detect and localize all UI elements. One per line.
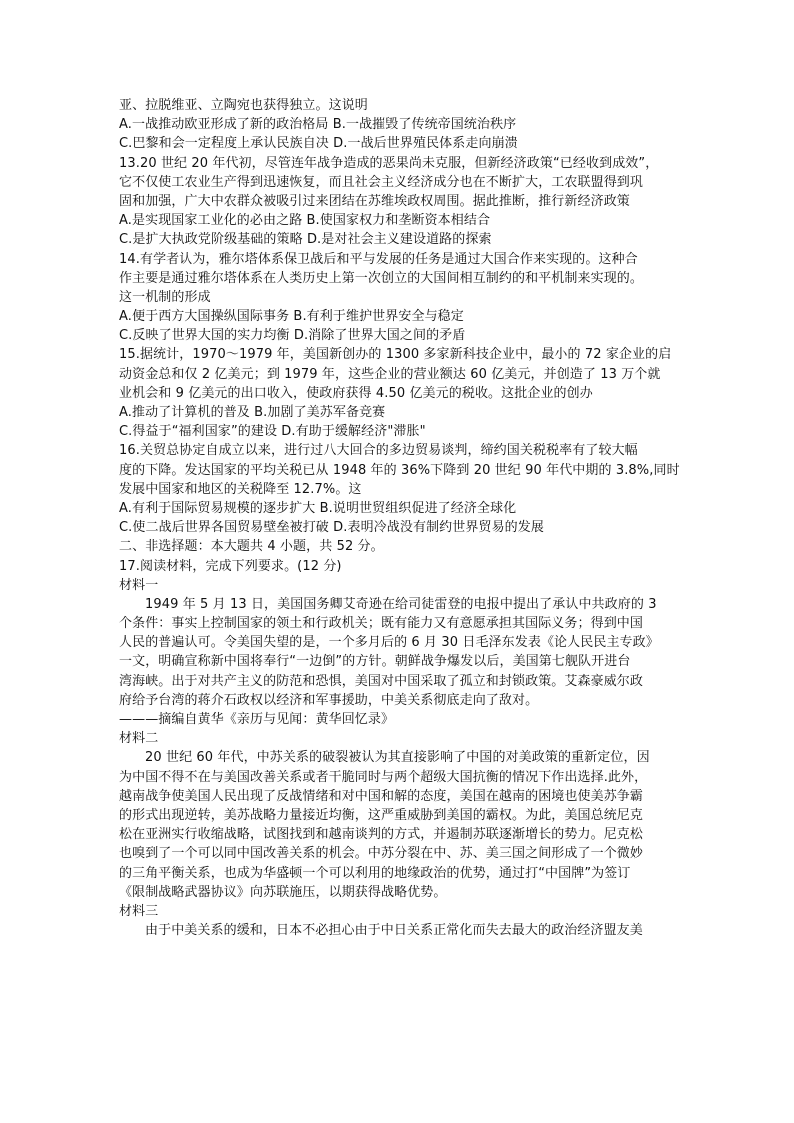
text-line: 业机会和 9 亿美元的出口收入，使政府获得 4.50 亿美元的税收。这批企业的创办 (119, 385, 593, 401)
question-17: 17.阅读材料，完成下列要求。(12 分) (119, 558, 342, 574)
material-paragraph-line: 由于中美关系的缓和，日本不必担心由于中日关系正常化而失去最大的政治经济盟友美 (145, 923, 643, 939)
text-line: 亚、拉脱维亚、立陶宛也获得独立。这说明 (119, 98, 368, 113)
section-heading: 二、非选择题：本大题共 4 小题，共 52 分。 (119, 539, 384, 555)
answer-option-line: A.有利于国际贸易规模的逐步扩大 B.说明世贸组织促进了经济全球化 (119, 500, 517, 516)
document-body (119, 96, 689, 940)
text-line: 度的下降。发达国家的平均关税已从 1948 年的 36%下降到 20 世纪 90 年代中期的 3.8%,同时 (119, 462, 680, 478)
question-15: 15.据统计，1970～1979 年，美国新创办的 1300 多家新科技企业中，最小的 72 家企业的启 (119, 347, 672, 363)
source-citation: ———摘编自黄华《亲历与见闻：黄华回忆录》 (119, 712, 395, 727)
text-line: 动资金总和仅 2 亿美元；到 1979 年，这些企业的营业额达 60 亿美元，并创造了 13 万个就 (119, 366, 661, 382)
text-line: 府给予台湾的蒋介石政权以经济和军事援助，中美关系彻底走向了敌对。 (119, 692, 539, 708)
text-line: 的形式出现逆转，美苏战略力量接近均衡，这严重威胁到美国的霸权。为此，美国总统尼克 (119, 807, 644, 823)
answer-option-line: C.是扩大执政党阶级基础的策略 D.是对社会主义建设道路的探索 (119, 232, 492, 248)
text-line: 松在亚洲实行收缩战略，试图找到和越南谈判的方式，并遏制苏联逐渐增长的势力。尼克松 (119, 827, 644, 843)
answer-option-line: A.是实现国家工业化的必由之路 B.使国家权力和垄断资本相结合 (119, 213, 491, 229)
material-label: 材料二 (119, 731, 159, 747)
answer-option-line: A.便于西方大国操纵国际事务 B.有利于维护世界安全与稳定 (119, 309, 464, 325)
answer-option-line: C.反映了世界大国的实力均衡 D.消除了世界大国之间的矛盾 (119, 328, 466, 344)
answer-option-line: C.使二战后世界各国贸易壁垒被打破 D.表明冷战没有制约世界贸易的发展 (119, 520, 544, 536)
text-line: 《限制战略武器协议》向苏联施压，以期获得战略优势。 (119, 884, 447, 900)
text-line: 的三角平衡关系，也成为华盛顿一个可以利用的地缘政治的优势，通过打“中国牌”为签订 (119, 865, 631, 881)
material-label: 材料一 (119, 577, 159, 593)
text-line: 它不仅使工农业生产得到迅速恢复，而且社会主义经济成分也在不断扩大，工农联盟得到巩 (119, 174, 644, 190)
text-line: 发展中国家和地区的关税降至 12.7%。这 (119, 481, 362, 497)
text-line: 湾海峡。出于对共产主义的防范和恐惧，美国对中国采取了孤立和封锁政策。艾森豪威尔政 (119, 673, 644, 689)
material-paragraph-line: 20 世纪 60 年代，中苏关系的破裂被认为其直接影响了中国的对美政策的重新定位，因 (145, 750, 650, 766)
text-line: 人民的普遍认可。令美国失望的是，一个多月后的 6 月 30 日毛泽东发表《论人民民主专政》 (119, 635, 659, 651)
text-line: 作主要是通过雅尔塔体系在人类历史上第一次创立的大国间相互制约的和平机制来实现的。 (119, 270, 644, 286)
text-line: 为中国不得不在与美国改善关系或者干脆同时与两个超级大国抗衡的情况下作出选择.此外， (119, 769, 648, 785)
material-label: 材料三 (119, 903, 159, 919)
answer-option-line: A.一战推动欧亚形成了新的政治格局 B.一战摧毁了传统帝国统治秩序 (119, 117, 517, 133)
question-14: 14.有学者认为，雅尔塔体系保卫战后和平与发展的任务是通过大国合作来实现的。这种合 (119, 251, 638, 267)
text-line: 一文，明确宣称新中国将奉行“一边倒”的方针。朝鲜战争爆发以后，美国第七舰队开进台 (119, 654, 631, 670)
material-paragraph-line: 1949 年 5 月 13 日，美国国务卿艾奇逊在给司徒雷登的电报中提出了承认中共政府的 3 (145, 596, 657, 612)
text-line: 固和加强，广大中农群众被吸引过来团结在苏维埃政权周围。据此推断，推行新经济政策 (119, 193, 630, 209)
question-13: 13.20 世纪 20 年代初，尽管连年战争造成的恶果尚未克服，但新经济政策“已经收到成效”， (119, 155, 659, 171)
text-line: 越南战争使美国人民出现了反战情绪和对中国和解的态度，美国在越南的困境也使美苏争霸 (119, 788, 644, 804)
text-line: 个条件：事实上控制国家的领土和行政机关；既有能力又有意愿承担其国际义务；得到中国 (119, 616, 644, 632)
answer-option-line: A.推动了计算机的普及 B.加剧了美苏军备竞赛 (119, 405, 386, 420)
question-16: 16.关贸总协定自成立以来，进行过八大回合的多边贸易谈判，缔约国关税税率有了较大幅 (119, 443, 638, 459)
answer-option-line: C.巴黎和会一定程度上承认民族自决 D.一战后世界殖民体系走向崩溃 (119, 136, 518, 152)
text-line: 也嗅到了一个可以同中国改善关系的机会。中苏分裂在中、苏、美三国之间形成了一个微妙 (119, 846, 644, 862)
answer-option-line: C.得益于“福利国家”的建设 D.有助于缓解经济"滞胀" (119, 424, 426, 440)
text-line: 这一机制的形成 (119, 289, 211, 305)
